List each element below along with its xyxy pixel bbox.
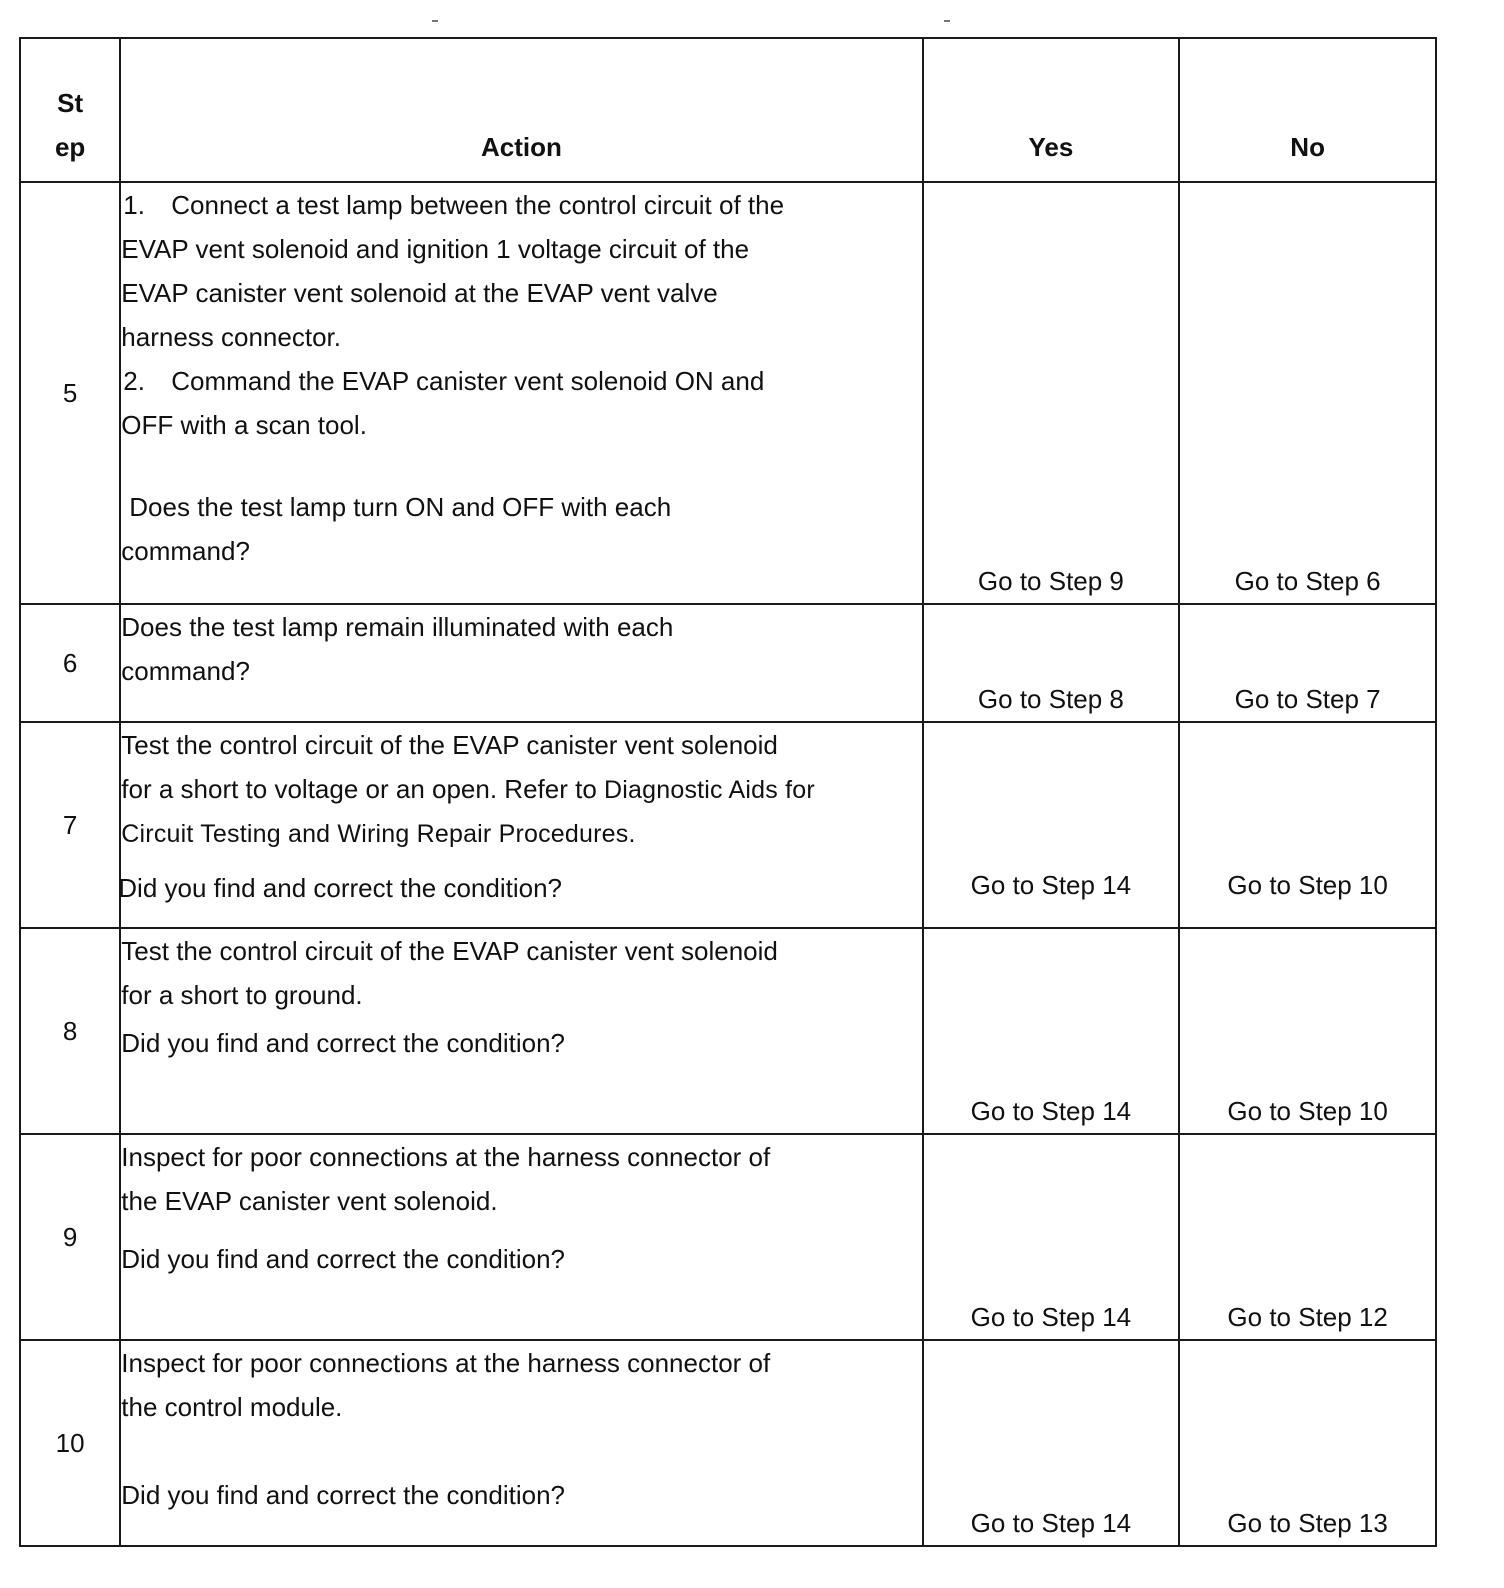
action-text: the EVAP canister vent solenoid.	[121, 1186, 498, 1216]
action-question: Did you find and correct the condition?	[121, 1480, 565, 1510]
action-text: Circuit Testing and Wiring Repair Procedures.	[121, 820, 636, 848]
action-item-2	[121, 359, 921, 403]
action-question: Did you find and correct the condition?	[118, 873, 562, 903]
action-text: Inspect for poor connections at the harness connector of	[121, 1348, 771, 1378]
action-item-1	[121, 183, 921, 227]
action-text: Connect a test lamp between the control circuit of the	[171, 190, 785, 220]
page-mark-left	[432, 20, 438, 22]
action-cell	[120, 604, 922, 722]
table-row	[20, 1340, 1436, 1546]
action-item-number: 1.	[123, 190, 145, 220]
action-question: Does the test lamp remain illuminated with each	[121, 612, 674, 642]
action-cell	[120, 1134, 922, 1340]
header-step-line2: ep	[54, 132, 86, 162]
yes-cell: Go to Step 9	[923, 182, 1180, 604]
table-row	[20, 722, 1436, 928]
table-row	[20, 182, 1436, 604]
action-question: command?	[121, 536, 250, 566]
action-item-number: 2.	[123, 366, 145, 396]
step-number: 6	[20, 604, 120, 722]
action-text: the control module.	[121, 1392, 343, 1422]
action-cell	[120, 722, 922, 928]
action-question: Does the test lamp turn ON and OFF with each	[129, 492, 672, 522]
action-text: EVAP vent solenoid and ignition 1 voltage circuit of the	[121, 234, 750, 264]
yes-cell: Go to Step 14	[923, 1134, 1180, 1340]
action-text: for a short to ground.	[121, 980, 363, 1010]
diagnostic-table	[19, 37, 1437, 1547]
action-cell	[120, 1340, 922, 1546]
action-text-part: for a short to voltage or an open. Refer to	[121, 774, 605, 804]
header-action: Action	[120, 38, 922, 182]
no-cell: Go to Step 12	[1179, 1134, 1436, 1340]
page-mark-right	[944, 20, 950, 22]
action-cell	[120, 928, 922, 1134]
header-yes: Yes	[923, 38, 1180, 182]
yes-cell: Go to Step 8	[923, 604, 1180, 722]
step-number: 5	[20, 182, 120, 604]
header-row	[20, 38, 1436, 182]
no-cell: Go to Step 6	[1179, 182, 1436, 604]
header-no: No	[1179, 38, 1436, 182]
step-number: 7	[20, 722, 120, 928]
action-question: command?	[121, 656, 250, 686]
step-number: 9	[20, 1134, 120, 1340]
yes-cell: Go to Step 14	[923, 928, 1180, 1134]
action-text: Command the EVAP canister vent solenoid ON and	[171, 366, 765, 396]
action-text: Test the control circuit of the EVAP canister vent solenoid	[121, 936, 778, 966]
action-text: Inspect for poor connections at the harness connector of	[121, 1142, 771, 1172]
action-question: Did you find and correct the condition?	[121, 1028, 565, 1058]
action-text: EVAP canister vent solenoid at the EVAP vent valve	[121, 278, 718, 308]
action-question: Did you find and correct the condition?	[121, 1244, 565, 1274]
no-cell: Go to Step 7	[1179, 604, 1436, 722]
table-row	[20, 604, 1436, 722]
diagnostic-aids-reference: Diagnostic Aids for	[604, 776, 815, 804]
no-cell: Go to Step 10	[1179, 722, 1436, 928]
action-text: Test the control circuit of the EVAP canister vent solenoid	[121, 730, 778, 760]
action-text: harness connector.	[121, 322, 341, 352]
yes-cell: Go to Step 14	[923, 722, 1180, 928]
step-number: 10	[20, 1340, 120, 1546]
no-cell: Go to Step 10	[1179, 928, 1436, 1134]
action-text: OFF with a scan tool.	[121, 410, 367, 440]
action-cell	[120, 182, 922, 604]
action-text	[121, 767, 921, 812]
table-row	[20, 1134, 1436, 1340]
table-row	[20, 928, 1436, 1134]
header-step	[20, 38, 120, 182]
no-cell: Go to Step 13	[1179, 1340, 1436, 1546]
yes-cell: Go to Step 14	[923, 1340, 1180, 1546]
header-step-line1: St	[57, 88, 84, 118]
step-number: 8	[20, 928, 120, 1134]
